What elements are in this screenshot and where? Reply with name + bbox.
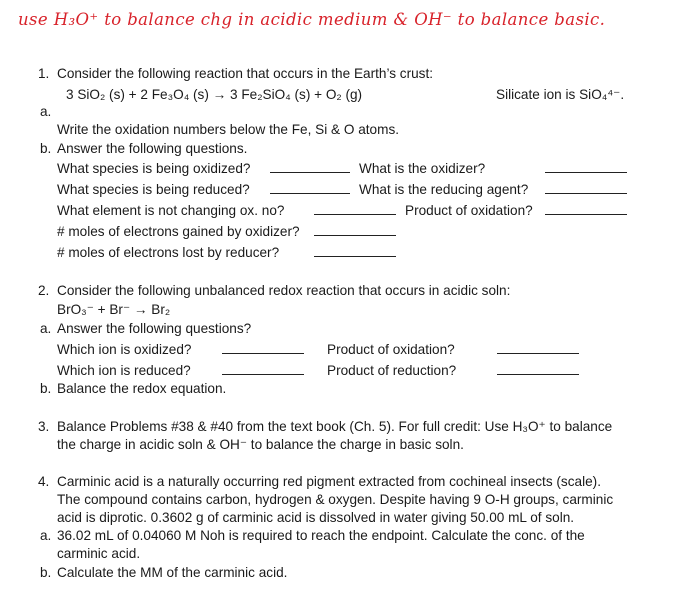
q4-part-a-line: 36.02 mL of 0.04060 M Noh is required to reach the endpoint. Calculate the conc. of the (57, 528, 585, 543)
q1-reaction: 3 SiO₂ (s) + 2 Fe₃O₄ (s) → 3 Fe₂SiO₄ (s) + O₂ (g) (66, 87, 363, 102)
q1-answer-blank[interactable] (545, 193, 627, 194)
q1-silicate-note: Silicate ion is SiO₄⁴⁻. (496, 87, 625, 102)
q2-answer-blank[interactable] (222, 353, 304, 354)
q4-line: Carminic acid is a naturally occurring red pigment extracted from cochineal insects (scale). (57, 474, 601, 489)
q1-answer-blank[interactable] (270, 172, 350, 173)
handwritten-note: use H₃O⁺ to balance chg in acidic medium & OH⁻ to balance basic. (18, 10, 606, 29)
q1-left-question: What species is being oxidized? (57, 161, 251, 176)
q2-left-question: Which ion is oxidized? (57, 342, 192, 357)
q4-number: 4. (38, 474, 50, 489)
q1-answer-blank[interactable] (314, 235, 396, 236)
q1-left-question: What species is being reduced? (57, 182, 250, 197)
q1-prompt: Consider the following reaction that occurs in the Earth’s crust: (57, 66, 434, 81)
q3-line: Balance Problems #38 & #40 from the text book (Ch. 5). For full credit: Use H₃O⁺ to balance (57, 419, 613, 434)
q1-answer-blank[interactable] (314, 214, 396, 215)
q2-part-a-text: Answer the following questions? (57, 321, 252, 336)
q1-part-a-label: a. (40, 104, 52, 119)
q4-part-a-label: a. (40, 528, 52, 543)
q2-left-question: Which ion is reduced? (57, 363, 191, 378)
q4-part-b-label: b. (40, 565, 52, 580)
q2-right-question: Product of reduction? (327, 363, 457, 378)
q1-left-question: # moles of electrons gained by oxidizer? (57, 224, 300, 239)
q1-left-question: What element is not changing ox. no? (57, 203, 285, 218)
q2-right-question: Product of oxidation? (327, 342, 455, 357)
q1-right-question: Product of oxidation? (405, 203, 533, 218)
q2-part-b-label: b. (40, 381, 52, 396)
q1-answer-blank[interactable] (270, 193, 350, 194)
q2-reaction: BrO₃⁻ + Br⁻ → Br₂ (57, 302, 171, 317)
q4-line: acid is diprotic. 0.3602 g of carminic acid is dissolved in water giving 50.00 mL of soln. (57, 510, 575, 525)
q4-line: The compound contains carbon, hydrogen & oxygen. Despite having 9 O-H groups, carminic (57, 492, 614, 507)
q1-answer-blank[interactable] (314, 256, 396, 257)
q2-answer-blank[interactable] (497, 353, 579, 354)
q1-answer-blank[interactable] (545, 172, 627, 173)
q2-answer-blank[interactable] (497, 374, 579, 375)
q1-right-question: What is the reducing agent? (359, 182, 529, 197)
q1-number: 1. (38, 66, 50, 81)
q2-prompt: Consider the following unbalanced redox reaction that occurs in acidic soln: (57, 283, 511, 298)
q4-part-a-line: carminic acid. (57, 546, 141, 561)
q2-part-b-text: Balance the redox equation. (57, 381, 227, 396)
q1-part-b-text: Answer the following questions. (57, 141, 248, 156)
q1-part-a-text: Write the oxidation numbers below the Fe, Si & O atoms. (57, 122, 400, 137)
q2-answer-blank[interactable] (222, 374, 304, 375)
q1-answer-blank[interactable] (545, 214, 627, 215)
q2-part-a-label: a. (40, 321, 52, 336)
q2-number: 2. (38, 283, 50, 298)
q3-number: 3. (38, 419, 50, 434)
q1-right-question: What is the oxidizer? (359, 161, 486, 176)
q4-part-b-text: Calculate the MM of the carminic acid. (57, 565, 288, 580)
q1-left-question: # moles of electrons lost by reducer? (57, 245, 280, 260)
q1-part-b-label: b. (40, 141, 52, 156)
q3-line: the charge in acidic soln & OH⁻ to balance the charge in basic soln. (57, 437, 464, 452)
